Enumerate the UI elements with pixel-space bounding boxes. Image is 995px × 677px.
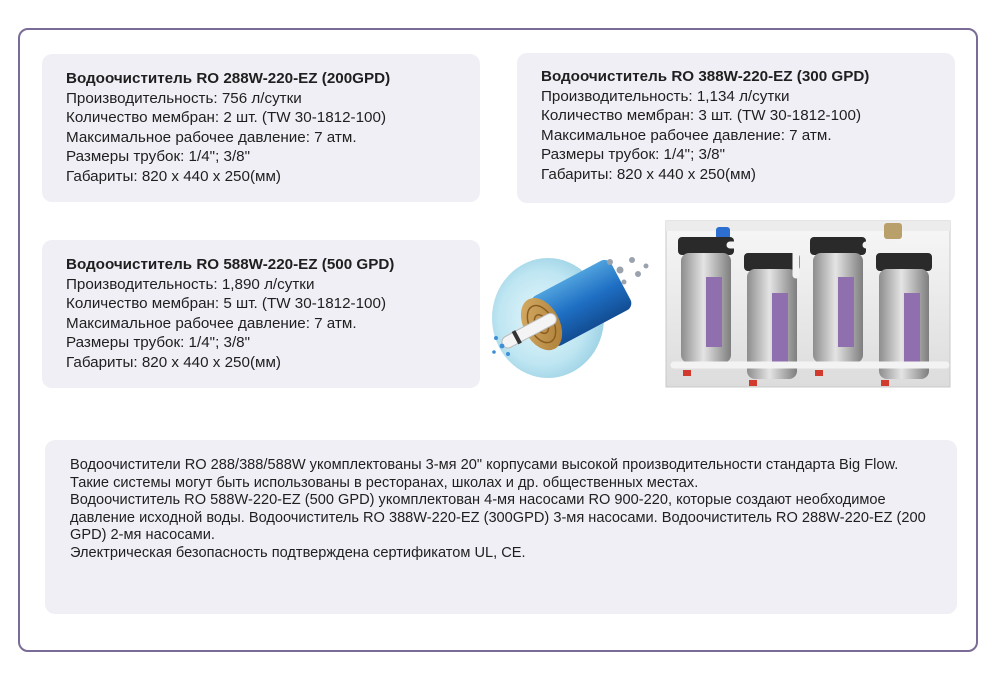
note-paragraph: Водоочиститель RO 588W-220-EZ (500 GPD) укомплектован 4-мя насосами RO 900-220, которые создают необходимое давление исходной воды. Водоочиститель RO 388W-220-EZ (300GPD) 3-мя насосами. Водоочиститель RO 288W-220-EZ (200 GPD) 2-мя насосами. bbox=[70, 492, 926, 544]
spec-capacity: Производительность: 1,890 л/сутки bbox=[66, 275, 315, 293]
spec-capacity: Производительность: 1,134 л/сутки bbox=[541, 87, 790, 105]
spec-dimensions: Габариты: 820 х 440 х 250(мм) bbox=[541, 165, 756, 183]
product-card-588w bbox=[42, 240, 480, 388]
spec-membranes: Количество мембран: 3 шт. (TW 30-1812-100) bbox=[541, 107, 861, 125]
spec-membranes: Количество мембран: 5 шт. (TW 30-1812-100) bbox=[66, 295, 386, 313]
ro-unit-photo bbox=[656, 215, 958, 393]
description-note bbox=[45, 440, 957, 614]
membrane-illustration bbox=[488, 240, 668, 390]
spec-tubes: Размеры трубок: 1/4"; 3/8" bbox=[66, 148, 251, 166]
spec-dimensions: Габариты: 820 х 440 х 250(мм) bbox=[66, 167, 281, 185]
spec-dimensions: Габариты: 820 х 440 х 250(мм) bbox=[66, 353, 281, 371]
product-title: Водоочиститель RO 388W-220-EZ (300 GPD) bbox=[541, 68, 870, 85]
spec-capacity: Производительность: 756 л/сутки bbox=[66, 89, 302, 107]
product-card-288w bbox=[42, 54, 480, 202]
product-title: Водоочиститель RO 288W-220-EZ (200GPD) bbox=[66, 70, 391, 87]
spec-pressure: Максимальное рабочее давление: 7 атм. bbox=[541, 126, 832, 144]
note-paragraph: Электрическая безопасность подтверждена сертификатом UL, CE. bbox=[70, 544, 526, 561]
spec-membranes: Количество мембран: 2 шт. (TW 30-1812-100) bbox=[66, 109, 386, 127]
spec-tubes: Размеры трубок: 1/4"; 3/8" bbox=[541, 146, 726, 164]
note-paragraph: Водоочистители RO 288/388/588W укомплектованы 3-мя 20" корпусами высокой производительности стандарта Big Flow. Такие системы могут быть использованы в ресторанах, школах и др. общественных местах. bbox=[70, 457, 899, 491]
product-card-388w bbox=[517, 53, 955, 203]
product-title: Водоочиститель RO 588W-220-EZ (500 GPD) bbox=[66, 256, 395, 273]
spec-tubes: Размеры трубок: 1/4"; 3/8" bbox=[66, 334, 251, 352]
spec-pressure: Максимальное рабочее давление: 7 атм. bbox=[66, 314, 357, 332]
spec-pressure: Максимальное рабочее давление: 7 атм. bbox=[66, 128, 357, 146]
